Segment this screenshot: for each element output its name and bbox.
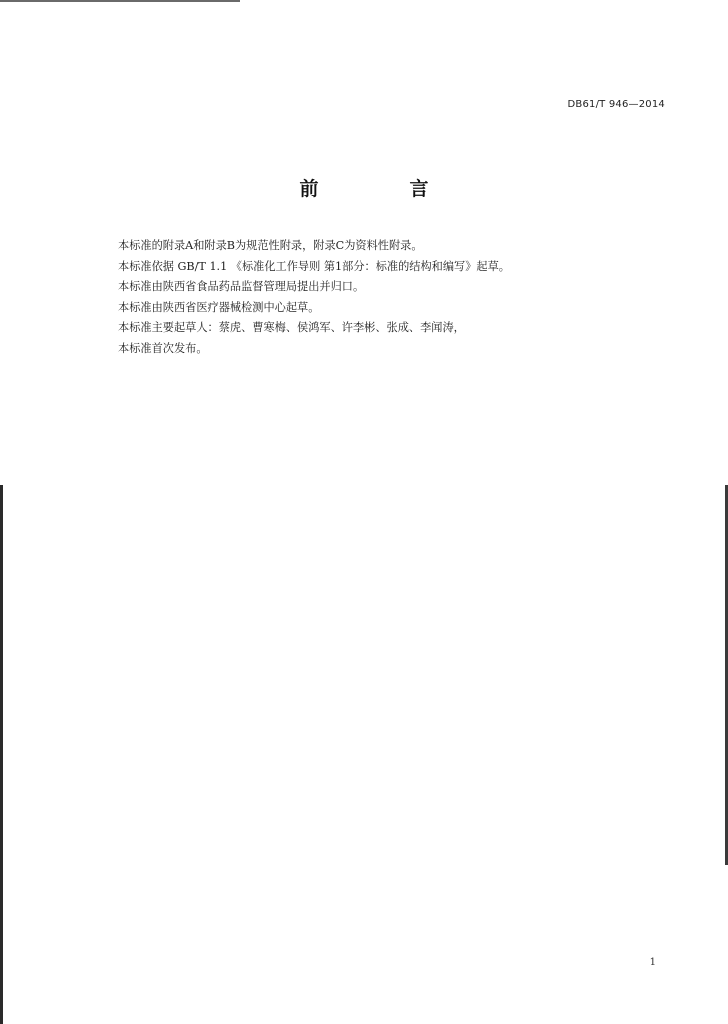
body-line: 本标准首次发布。 <box>118 341 208 355</box>
standard-code: DB61/T 946—2014 <box>567 99 665 110</box>
scan-edge-left <box>0 485 3 1024</box>
page-title: 前 言 <box>299 178 465 200</box>
body-line: 本标准由陕西省医疗器械检测中心起草。 <box>118 300 320 314</box>
body-line: 本标准依据 GB/T 1.1 《标准化工作导则 第1部分：标准的结构和编写》起草。 <box>118 259 510 273</box>
body-line: 本标准的附录A和附录B为规范性附录，附录C为资料性附录。 <box>118 239 423 252</box>
body-line: 本标准主要起草人：蔡虎、曹寒梅、侯鸿军、许李彬、张成、李闻涛， <box>118 321 465 334</box>
page-number: 1 <box>649 957 656 968</box>
scan-edge-top <box>0 0 240 2</box>
foreword-body <box>118 236 638 359</box>
body-line: 本标准由陕西省食品药品监督管理局提出并归口。 <box>118 280 365 293</box>
